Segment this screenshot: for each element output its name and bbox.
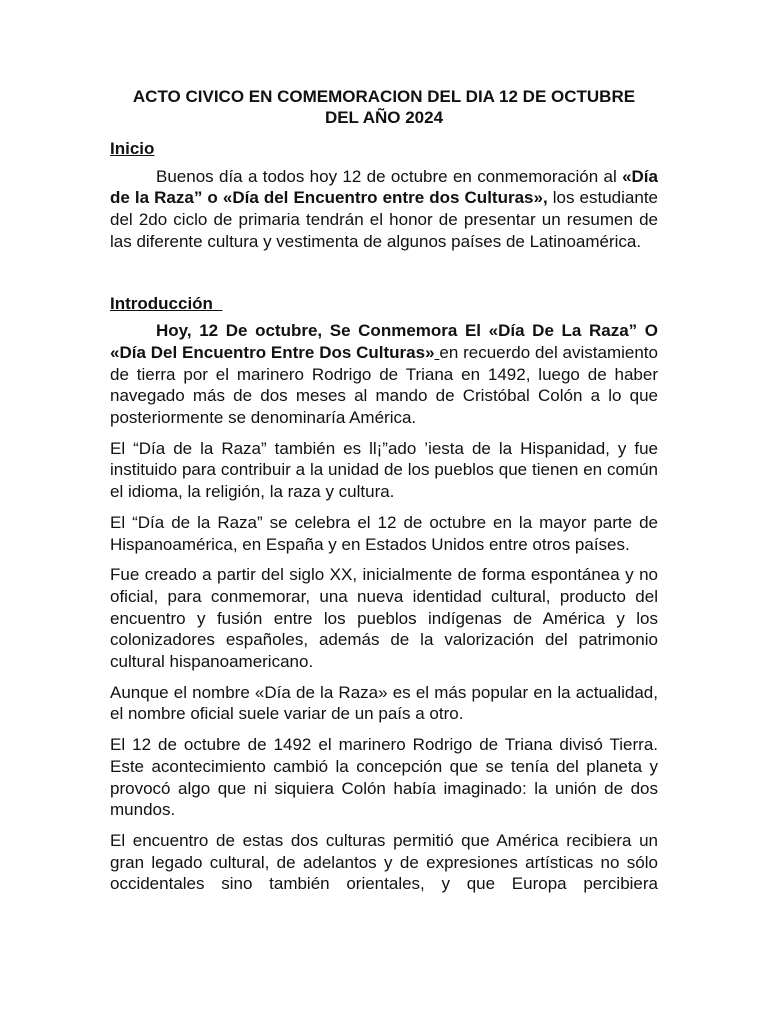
paragraph-intro-5: Aunque el nombre «Día de la Raza» es el más popular en la actualidad, el nombre oficial suele variar de un país a otro. [110, 682, 658, 724]
spacer [110, 262, 658, 293]
intro-1-bold: Hoy, 12 De octubre, Se Conmemora El «Día De La Raza” O «Día Del Encuentro Entre Dos Culturas» [110, 321, 658, 362]
heading-introduccion [110, 293, 658, 315]
paragraph-intro-4: Fue creado a partir del siglo XX, inicialmente de forma espontánea y no oficial, para conmemorar, una nueva identidad cultural, producto del encuentro y fusión entre los pueblos indígenas de América y los colonizadores españoles, además de la valorización del patrimonio cultural hispanoamericano. [110, 565, 658, 672]
paragraph-intro-7: El encuentro de estas dos culturas permitió que América recibiera un gran legado cultural, de adelantos y de expresiones artísticas no sólo occidentales sino también orientales, y que Europa percibiera [110, 830, 658, 894]
document-title [110, 86, 658, 128]
intro-1-rest: en recuerdo del avistamiento de tierra por el marinero Rodrigo de Triana en 1492, luego de haber navegado más de dos meses al mando de Cristóbal Colón a lo que posteriormente se denominaría América. [110, 342, 658, 428]
title-line-2: DEL AÑO 2024 [324, 108, 444, 127]
inicio-text-a: Buenos día a todos hoy 12 de octubre en conmemoración al [156, 166, 623, 186]
paragraph-intro-1 [110, 320, 658, 429]
heading-introduccion-text: Introducción [110, 293, 223, 313]
document-page [110, 86, 658, 904]
title-line-1: ACTO CIVICO EN COMEMORACION DEL DIA 12 DE OCTUBRE [132, 87, 636, 106]
heading-inicio: Inicio [110, 139, 155, 158]
inicio-text-bold: «Día de la Raza” o «Día del Encuentro entre dos Culturas», [110, 166, 658, 208]
paragraph-inicio [110, 166, 658, 253]
paragraph-intro-2: El “Día de la Raza” también es ll¡”ado ’iesta de la Hispanidad, y fue instituido para contribuir a la unidad de los pueblos que tienen en común el idioma, la religión, la raza y cultura. [110, 438, 658, 502]
inicio-text-b: los estudiante del 2do ciclo de primaria tendrán el honor de presentar un resumen de las diferente cultura y vestimenta de algunos países de Latinoamérica. [110, 188, 658, 251]
paragraph-intro-3: El “Día de la Raza” se celebra el 12 de octubre en la mayor parte de Hispanoamérica, en España y en Estados Unidos entre otros países. [110, 512, 658, 554]
paragraph-intro-6: El 12 de octubre de 1492 el marinero Rodrigo de Triana divisó Tierra. Este acontecimiento cambió la concepción que se tenía del planeta y provocó algo que ni siquiera Colón había imaginado: la unión de dos mundos. [110, 735, 658, 820]
